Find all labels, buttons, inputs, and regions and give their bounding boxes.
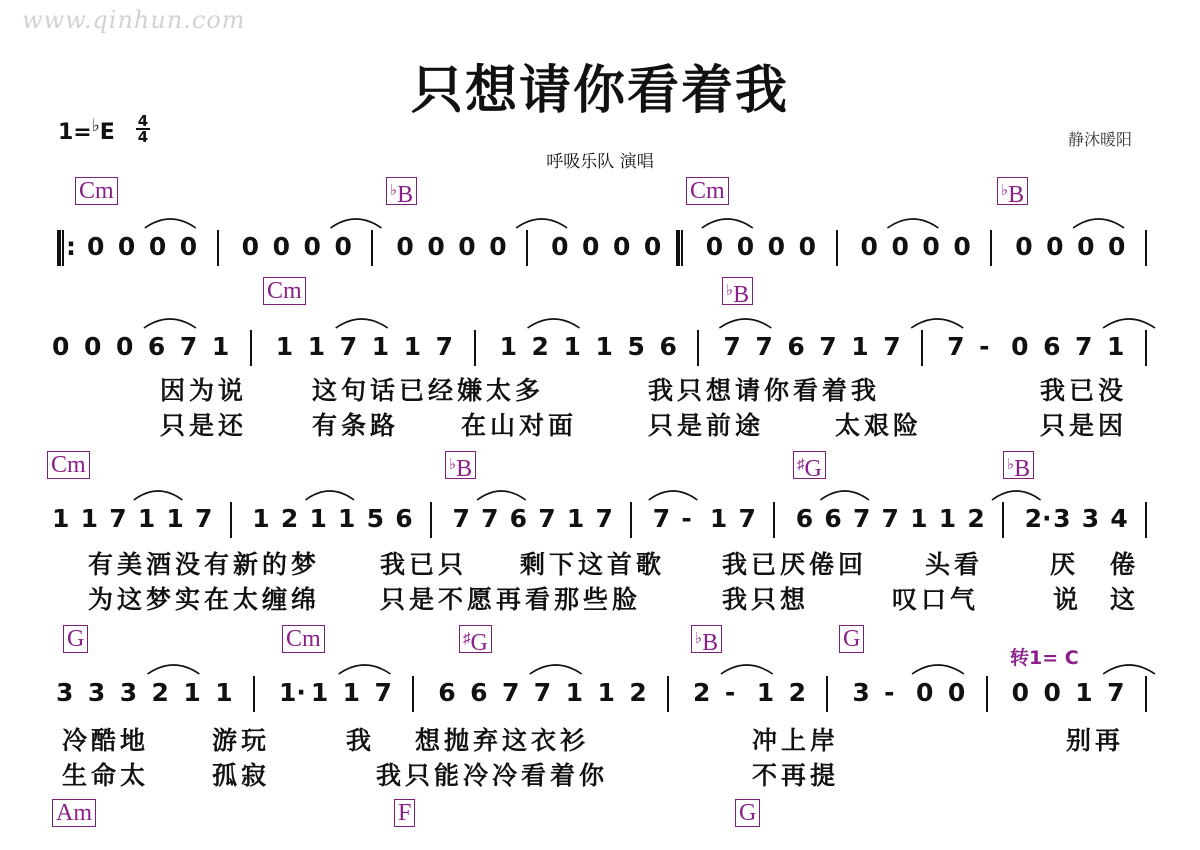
lyric-v2_line3-0: 为这梦实在太缠绵 bbox=[88, 585, 321, 614]
chord-line4-3: ♭B bbox=[691, 625, 722, 653]
lyric-v2_line3-3: 叹口气 bbox=[892, 585, 980, 614]
jianpu-note: 3 bbox=[1081, 504, 1100, 533]
jianpu-note: 0 bbox=[1015, 232, 1033, 261]
jianpu-note: 0 bbox=[767, 232, 786, 261]
tie-arc bbox=[820, 491, 869, 500]
tie-arc bbox=[305, 491, 354, 500]
jianpu-note: 7 bbox=[538, 504, 556, 533]
jianpu-note: 1 bbox=[563, 332, 581, 361]
jianpu-note: 1 bbox=[595, 332, 613, 361]
modulation-mark: 转1= C bbox=[1010, 647, 1079, 669]
lyric-v1_line3-5: 厌 bbox=[1050, 550, 1080, 579]
arranger-credit: 静沐暖阳 bbox=[1068, 130, 1133, 149]
jianpu-note: 1 bbox=[338, 504, 356, 533]
lyric-v1_line3-6: 倦 bbox=[1110, 550, 1140, 579]
jianpu-note: 1 bbox=[137, 504, 156, 533]
chord-line4-4: G bbox=[839, 625, 864, 653]
lyric-v1_line4-5: 别再 bbox=[1066, 726, 1125, 755]
jianpu-note: - bbox=[884, 678, 895, 707]
jianpu-note: 1 bbox=[597, 678, 615, 707]
chord-line4-0: G bbox=[63, 625, 88, 653]
time-top: 4 bbox=[137, 112, 149, 130]
jianpu-note: 7 bbox=[852, 504, 871, 533]
jianpu-note: 1· bbox=[278, 678, 306, 707]
jianpu-note: 1 bbox=[756, 678, 775, 707]
chord-line1-1: ♭B bbox=[386, 177, 417, 205]
jianpu-note: 3 bbox=[56, 678, 74, 707]
jianpu-note: 7 bbox=[738, 504, 756, 533]
jianpu-note: 0 bbox=[458, 232, 476, 261]
jianpu-note: 0 bbox=[1043, 678, 1061, 707]
jianpu-note: 7 bbox=[339, 332, 358, 361]
tie-arc bbox=[719, 319, 771, 328]
lyric-v1_line3-2: 剩下这首歌 bbox=[520, 550, 666, 579]
jianpu-note: 0 bbox=[489, 232, 507, 261]
jianpu-note: 0 bbox=[427, 232, 445, 261]
jianpu-note: 0 bbox=[736, 232, 755, 261]
lyric-v1_line3-0: 有美酒没有新的梦 bbox=[88, 550, 321, 579]
chord-line4-2: ♯G bbox=[459, 625, 492, 653]
lyric-v2_line3-5: 这 bbox=[1110, 585, 1140, 614]
lyric-v1_line4-4: 冲上岸 bbox=[752, 726, 840, 755]
jianpu-note: 6 bbox=[438, 678, 456, 707]
jianpu-note: 0 bbox=[891, 232, 909, 261]
key-prefix: 1= bbox=[58, 120, 92, 145]
jianpu-note: 0 bbox=[334, 232, 352, 261]
jianpu-note: 1 bbox=[166, 504, 184, 533]
jianpu-note: 1 bbox=[709, 504, 728, 533]
jianpu-note: 1 bbox=[566, 504, 585, 533]
tie-arc bbox=[649, 491, 698, 500]
jianpu-note: 7 bbox=[533, 678, 552, 707]
jianpu-note: 0 bbox=[551, 232, 569, 261]
jianpu-note: 3 bbox=[1053, 504, 1071, 533]
tie-arc bbox=[144, 319, 196, 328]
jianpu-note: 6 bbox=[795, 504, 814, 533]
jianpu-note: 1 bbox=[252, 504, 270, 533]
lyric-v1_line2-0: 因为说 bbox=[160, 376, 248, 405]
jianpu-note: 3 bbox=[87, 678, 106, 707]
jianpu-note: 5 bbox=[366, 504, 385, 533]
jianpu-note: 1 bbox=[371, 332, 390, 361]
jianpu-note: 7 bbox=[501, 678, 520, 707]
jianpu-note: 0 bbox=[922, 232, 940, 261]
jianpu-note: 2 bbox=[967, 504, 985, 533]
jianpu-note: 0 bbox=[148, 232, 167, 261]
lyric-v2_line4-2: 我只能冷冷看着你 bbox=[376, 761, 609, 790]
tie-arc bbox=[702, 219, 753, 228]
chord-line3-3: ♭B bbox=[1003, 451, 1034, 479]
tie-arc bbox=[992, 491, 1041, 500]
tie-arc bbox=[721, 665, 773, 674]
time-bottom: 4 bbox=[137, 128, 149, 146]
tie-arc bbox=[1073, 219, 1124, 228]
jianpu-note: 7 bbox=[481, 504, 499, 533]
lyric-v2_line3-2: 我只想 bbox=[722, 585, 810, 614]
jianpu-note: 0 bbox=[916, 678, 934, 707]
tie-arc bbox=[887, 219, 938, 228]
lyric-v1_line4-0: 冷酷地 bbox=[62, 726, 150, 755]
jianpu-note: 6 bbox=[470, 678, 488, 707]
jianpu-note: 3 bbox=[852, 678, 870, 707]
jianpu-note: 0 bbox=[303, 232, 321, 261]
jianpu-note: 2 bbox=[693, 678, 711, 707]
lyric-v1_line3-4: 头看 bbox=[925, 550, 984, 579]
jianpu-note: 7 bbox=[195, 504, 213, 533]
lyric-v1_line2-2: 我只想请你看着我 bbox=[648, 376, 881, 405]
jianpu-note: 7 bbox=[435, 332, 454, 361]
chord-line3-1: ♭B bbox=[445, 451, 476, 479]
chord-line5-0: Am bbox=[52, 799, 96, 827]
jianpu-note: 7 bbox=[947, 332, 965, 361]
tie-arc bbox=[912, 665, 964, 674]
jianpu-note: 5 bbox=[627, 332, 645, 361]
jianpu-note: 0 bbox=[860, 232, 878, 261]
jianpu-note: 2· bbox=[1024, 504, 1052, 533]
jianpu-note: 0 bbox=[947, 678, 966, 707]
jianpu-note: 0 bbox=[953, 232, 971, 261]
jianpu-note: 2 bbox=[629, 678, 647, 707]
lyric-v2_line3-4: 说 bbox=[1053, 585, 1083, 614]
jianpu-note: 7 bbox=[1075, 332, 1093, 361]
jianpu-note: 0 bbox=[643, 232, 662, 261]
chord-line3-0: Cm bbox=[47, 451, 90, 479]
jianpu-note: 0 bbox=[52, 332, 70, 361]
tie-arc bbox=[336, 319, 388, 328]
jianpu-note: 7 bbox=[883, 332, 901, 361]
jianpu-note: 1 bbox=[52, 504, 70, 533]
jianpu-note: 1 bbox=[565, 678, 584, 707]
lyric-v1_line4-2: 我 bbox=[346, 726, 376, 755]
lyric-v2_line4-3: 不再提 bbox=[752, 761, 840, 790]
performer-credit: 呼吸乐队 演唱 bbox=[546, 152, 654, 172]
chord-line5-1: F bbox=[394, 799, 415, 827]
jianpu-note: 1 bbox=[309, 504, 327, 533]
jianpu-note: 2 bbox=[531, 332, 549, 361]
chord-line4-1: Cm bbox=[282, 625, 325, 653]
jianpu-note: 0 bbox=[798, 232, 817, 261]
jianpu-note: 7 bbox=[179, 332, 198, 361]
tie-arc bbox=[1103, 319, 1155, 328]
jianpu-note: 7 bbox=[109, 504, 127, 533]
jianpu-note: 1 bbox=[80, 504, 98, 533]
jianpu-note: 0 bbox=[1011, 678, 1029, 707]
jianpu-note: 0 bbox=[179, 232, 198, 261]
jianpu-note: 0 bbox=[83, 332, 102, 361]
chord-line1-3: ♭B bbox=[997, 177, 1028, 205]
lyric-v1_line4-1: 游玩 bbox=[212, 726, 271, 755]
chord-line2-1: ♭B bbox=[722, 277, 753, 305]
lyric-v2_line3-1: 只是不愿再看那些脸 bbox=[380, 585, 642, 614]
jianpu-note: 1 bbox=[938, 504, 957, 533]
lyric-v2_line4-1: 孤寂 bbox=[212, 761, 271, 790]
jianpu-note: 0 bbox=[272, 232, 290, 261]
tie-arc bbox=[530, 665, 582, 674]
tie-arc bbox=[330, 219, 381, 228]
tie-arc bbox=[1103, 665, 1155, 674]
jianpu-note: 2 bbox=[280, 504, 299, 533]
jianpu-note: 1 bbox=[275, 332, 294, 361]
lyric-v2_line2-2: 在山对面 bbox=[461, 411, 578, 440]
lyric-v2_line4-0: 生命太 bbox=[62, 761, 150, 790]
watermark-text: www.qinhun.com bbox=[22, 6, 246, 34]
tie-arc bbox=[134, 491, 183, 500]
jianpu-note: - bbox=[979, 332, 990, 361]
lyric-v2_line2-0: 只是还 bbox=[160, 411, 248, 440]
jianpu-note: 7 bbox=[755, 332, 773, 361]
jianpu-note: 3 bbox=[119, 678, 138, 707]
page-title: 只想请你看着我 bbox=[410, 61, 789, 121]
jianpu-note: 0 bbox=[396, 232, 414, 261]
tie-arc bbox=[911, 319, 963, 328]
jianpu-note: 1 bbox=[342, 678, 361, 707]
lyric-v2_line2-1: 有条路 bbox=[312, 411, 400, 440]
lyric-v1_line2-3: 我已没 bbox=[1040, 376, 1128, 405]
jianpu-note: 0 bbox=[86, 232, 105, 261]
chord-line1-2: Cm bbox=[686, 177, 729, 205]
tie-arc bbox=[477, 491, 526, 500]
lyric-v1_line3-1: 我已只 bbox=[380, 550, 468, 579]
chord-line2-0: Cm bbox=[263, 277, 306, 305]
jianpu-note: 7 bbox=[374, 678, 392, 707]
lyric-v2_line2-3: 只是前途 bbox=[648, 411, 765, 440]
repeat-sign: : bbox=[66, 232, 76, 261]
jianpu-note: 0 bbox=[705, 232, 724, 261]
jianpu-note: 1 bbox=[499, 332, 517, 361]
lyric-v2_line2-5: 只是因 bbox=[1040, 411, 1128, 440]
jianpu-note: 7 bbox=[881, 504, 899, 533]
lyric-v1_line4-3: 想抛弃这衣衫 bbox=[415, 726, 590, 755]
jianpu-note: 0 bbox=[117, 232, 136, 261]
jianpu-note: 0 bbox=[1077, 232, 1095, 261]
chord-line5-2: G bbox=[735, 799, 760, 827]
jianpu-note: 7 bbox=[652, 504, 671, 533]
jianpu-note: 0 bbox=[1046, 232, 1064, 261]
jianpu-note: 6 bbox=[147, 332, 166, 361]
jianpu-note: 6 bbox=[824, 504, 842, 533]
jianpu-note: - bbox=[681, 504, 692, 533]
jianpu-note: 6 bbox=[1043, 332, 1061, 361]
jianpu-note: 0 bbox=[582, 232, 600, 261]
key-note: E bbox=[99, 120, 115, 145]
jianpu-note: 1 bbox=[215, 678, 233, 707]
jianpu-note: - bbox=[724, 678, 736, 707]
jianpu-note: 0 bbox=[115, 332, 134, 361]
jianpu-note: 1 bbox=[1107, 332, 1125, 361]
lyric-v1_line2-1: 这句话已经嫌太多 bbox=[312, 376, 545, 405]
jianpu-note: 7 bbox=[819, 332, 837, 361]
tie-arc bbox=[339, 665, 391, 674]
jianpu-note: 0 bbox=[612, 232, 631, 261]
jianpu-note: 2 bbox=[788, 678, 807, 707]
lyric-v2_line2-4: 太艰险 bbox=[835, 411, 923, 440]
jianpu-note: 7 bbox=[1107, 678, 1125, 707]
jianpu-note: 1 bbox=[211, 332, 230, 361]
tie-arc bbox=[148, 665, 200, 674]
flat-sign: ♭ bbox=[91, 116, 100, 136]
tie-arc bbox=[516, 219, 567, 228]
jianpu-note: 1 bbox=[403, 332, 422, 361]
jianpu-note: 6 bbox=[787, 332, 805, 361]
jianpu-note: 6 bbox=[395, 504, 413, 533]
jianpu-note: 0 bbox=[1108, 232, 1126, 261]
lyric-v1_line3-3: 我已厌倦回 bbox=[722, 550, 868, 579]
jianpu-note: 7 bbox=[723, 332, 741, 361]
jianpu-note: 2 bbox=[151, 678, 169, 707]
jianpu-note: 7 bbox=[595, 504, 613, 533]
tie-arc bbox=[528, 319, 580, 328]
jianpu-note: 7 bbox=[452, 504, 470, 533]
jianpu-note: 0 bbox=[1011, 332, 1029, 361]
jianpu-note: 6 bbox=[509, 504, 528, 533]
jianpu-note: 6 bbox=[659, 332, 677, 361]
jianpu-note: 1 bbox=[910, 504, 928, 533]
jianpu-note: 0 bbox=[241, 232, 260, 261]
tie-arc bbox=[145, 219, 196, 228]
jianpu-note: 1 bbox=[851, 332, 869, 361]
jianpu-note: 1 bbox=[1075, 678, 1093, 707]
jianpu-note: 1 bbox=[310, 678, 329, 707]
jianpu-note: 1 bbox=[307, 332, 326, 361]
chord-line1-0: Cm bbox=[75, 177, 118, 205]
jianpu-note: 4 bbox=[1110, 504, 1128, 533]
jianpu-note: 1 bbox=[183, 678, 201, 707]
chord-line3-2: ♯G bbox=[793, 451, 826, 479]
